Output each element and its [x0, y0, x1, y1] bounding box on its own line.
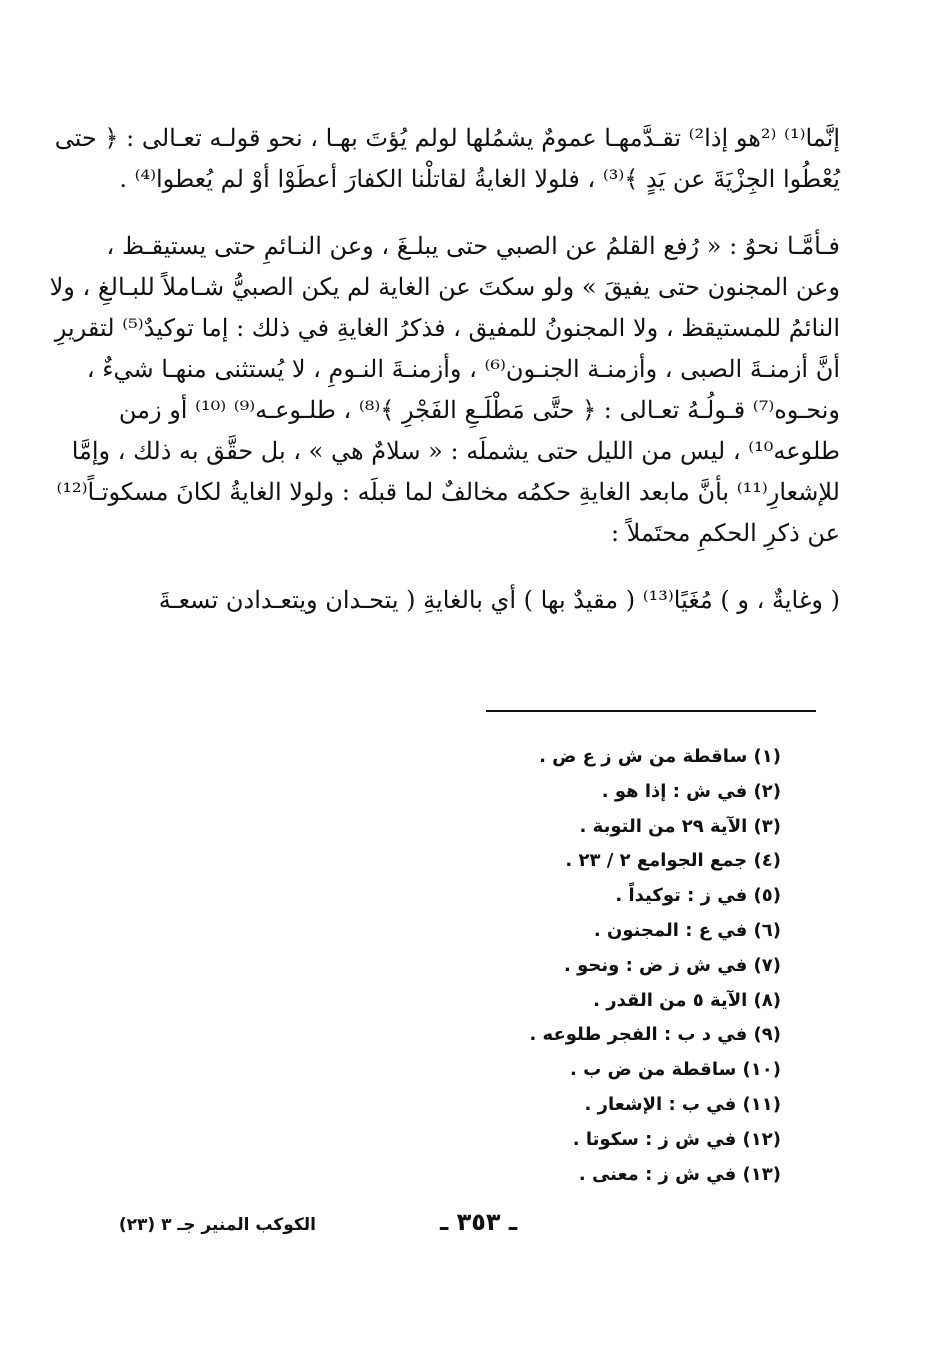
text-line: إنَّما⁽¹⁾ ⁽²هو إذا²⁾ تقـدَّمهـا عمومٌ يشمُلها لولم يُؤتَ بهـا ، نحو قولـه تعـالى : ﴿ حتى — [54, 124, 840, 152]
book-reference: الكوكب المنير جـ ٣ (٢٣) — [118, 1215, 316, 1235]
footnote-item: (١٣) في ش ز : معنى . — [578, 1163, 781, 1185]
footnote-item: (٥) في ز : توكيداً . — [615, 885, 781, 907]
text-line: وعن المجنون حتى يفيقَ » ولو سكتَ عن الغاية لم يكن الصبيُّ شـاملاً للبـالغِ ، ولا — [49, 273, 840, 301]
paragraph-2 — [49, 226, 840, 554]
paragraph-1 — [54, 118, 840, 200]
footnote-item: (٤) جمع الجوامع ٢ / ٢٣ . — [565, 850, 781, 872]
footnote-item: (١٢) في ش ز : سكوتا . — [572, 1128, 781, 1150]
text-line: النائمُ للمستيقظ ، ولا المجنونُ للمفيق ، فذكرُ الغايةِ في ذلك : إما توكيدٌ⁽⁵⁾ لتقريرِ — [54, 314, 840, 342]
paragraph-3 — [95, 580, 840, 621]
text-line: ( وغايةٌ ، و ) مُغَيًا⁽¹³⁾ ( مقيدٌ بها ) أي بالغايةِ ( يتحـدان ويتعـدادن تسعـةَ — [158, 586, 840, 614]
footnote-item: (٢) في ش : إذا هو . — [601, 780, 781, 802]
footnote-item: (٨) الآية ٥ من القدر . — [593, 989, 781, 1011]
footnote-item: (١٠) ساقطة من ض ب . — [570, 1059, 781, 1081]
footnote-item: (٧) في ش ز ض : ونحو . — [564, 954, 781, 976]
text-line: أنَّ أزمنـةَ الصبى ، وأزمنـة الجنـون⁽⁶⁾ ، وأزمنـةَ النـومِ ، لا يُستثنى منهـا شيءٌ ، — [86, 355, 840, 383]
text-line: فـأمَّـا نحوُ : « رُفع القلمُ عن الصبي حتى يبلـغَ ، وعن النـائمِ حتى يستيقـظ ، — [106, 232, 840, 260]
text-line: ونحـوه⁽⁷⁾ قـولُـهُ تعـالى : ﴿ حتَّى مَطْلَـعِ الفَجْرِ ﴾⁽⁸⁾ ، طلـوعـه⁽⁹⁾ ⁽¹⁰⁾ أو زمن — [118, 396, 840, 424]
text-line: طلوعه¹⁰⁾ ، ليس من الليل حتى يشملَه : « سلامٌ هي » ، بل حقَّق به ذلك ، وإمَّا — [71, 437, 840, 465]
footnote-divider — [486, 710, 816, 712]
text-line: يُعْطُوا الجِزْيَةَ عن يَدٍ ﴾⁽³⁾ ، فلولا الغايةُ لقاتلْنا الكفارَ أعطَوْا أوْ لم يُعطوا⁽⁴⁾ . — [119, 165, 840, 193]
footnotes-list — [421, 740, 781, 1192]
footnote-item: (٩) في د ب : الفجر طلوعه . — [529, 1024, 781, 1046]
main-text — [49, 118, 840, 647]
footnote-item: (٣) الآية ٢٩ من التوبة . — [579, 815, 781, 837]
text-line: للإشعارِ⁽¹¹⁾ بأنَّ مابعد الغايةِ حكمُه مخالفٌ لما قبلَه : ولولا الغايةُ لكانَ مسكوتـاً⁽¹²⁾ — [56, 478, 840, 506]
page-number: ـ ٣٥٣ ـ — [440, 1208, 518, 1236]
footnote-item: (١) ساقطة من ش ز ع ض . — [539, 746, 781, 767]
footnote-item: (١١) في ب : الإشعار . — [584, 1093, 781, 1115]
footnote-item: (٦) في ع : المجنون . — [593, 919, 781, 941]
text-line: عن ذكرِ الحكمِ محتَملاً : — [610, 519, 840, 547]
